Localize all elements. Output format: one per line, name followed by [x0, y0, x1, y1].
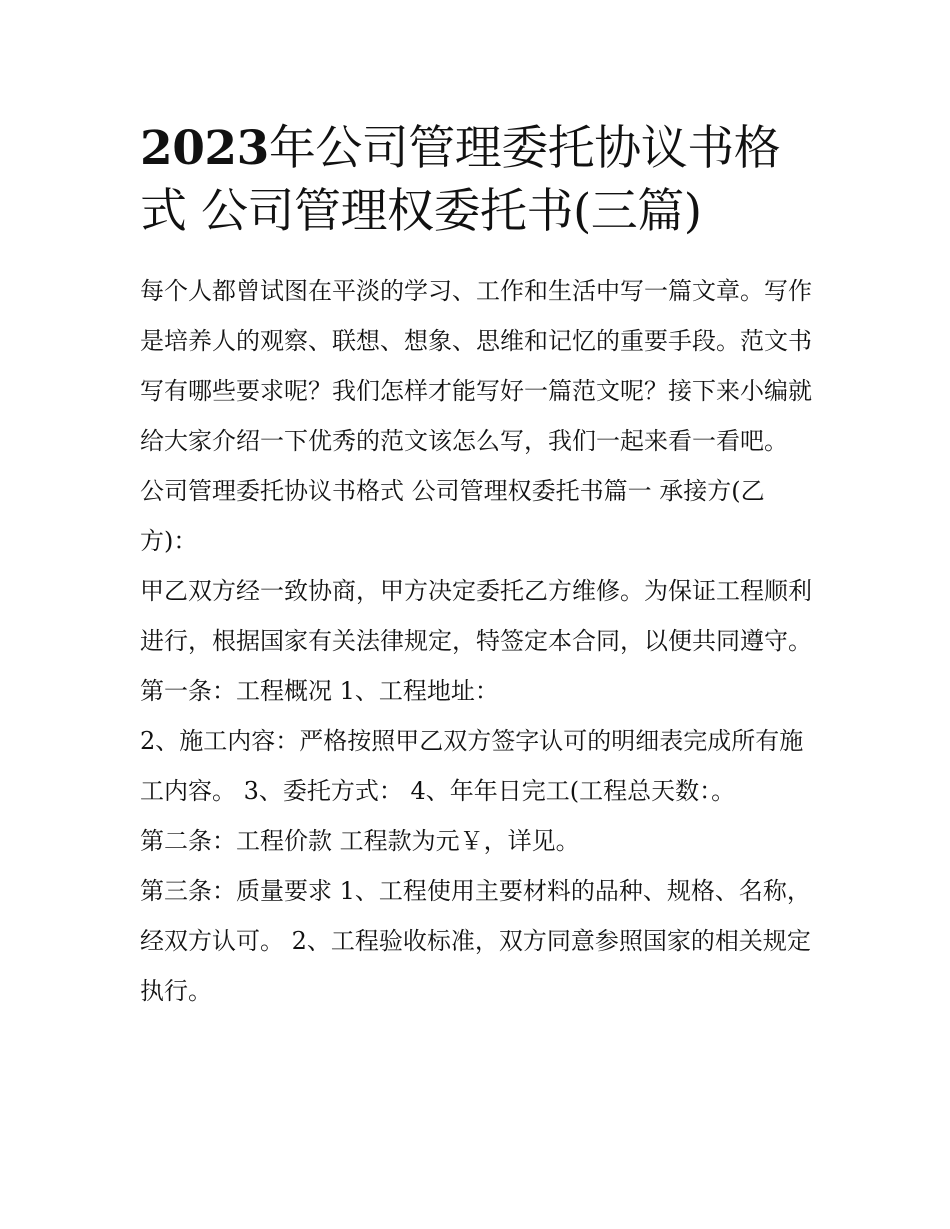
document-title	[140, 117, 816, 243]
construction-content-paragraph: 2、施工内容：严格按照甲乙双方签字认可的明细表完成所有施工内容。 3、委托方式： 4、年年日完工(工程总天数：。	[140, 727, 804, 805]
intro-paragraph: 每个人都曾试图在平淡的学习、工作和生活中写一篇文章。写作是培养人的观察、联想、想象、思维和记忆的重要手段。范文书写有哪些要求呢？我们怎样才能写好一篇范文呢？接下来小编就给大家介绍一下优秀的范文该怎么写，我们一起来看一看吧。	[140, 277, 812, 455]
title-text: 年公司管理委托协议书格式 公司管理权委托书(三篇)	[140, 121, 781, 239]
title-year: 2023	[140, 121, 269, 176]
section-heading-paragraph: 公司管理委托协议书格式 公司管理权委托书篇一 承接方(乙方)：	[140, 477, 765, 555]
agreement-paragraph: 甲乙双方经一致协商，甲方决定委托乙方维修。为保证工程顺利进行，根据国家有关法律规定，特签定本合同，以便共同遵守。 第一条：工程概况 1、工程地址：	[140, 577, 812, 705]
price-paragraph: 第二条：工程价款 工程款为元￥，详见。	[140, 827, 580, 855]
document-page	[140, 117, 816, 1016]
quality-paragraph: 第三条：质量要求 1、工程使用主要材料的品种、规格、名称，经双方认可。 2、工程验收标准，双方同意参照国家的相关规定执行。	[140, 877, 811, 1005]
